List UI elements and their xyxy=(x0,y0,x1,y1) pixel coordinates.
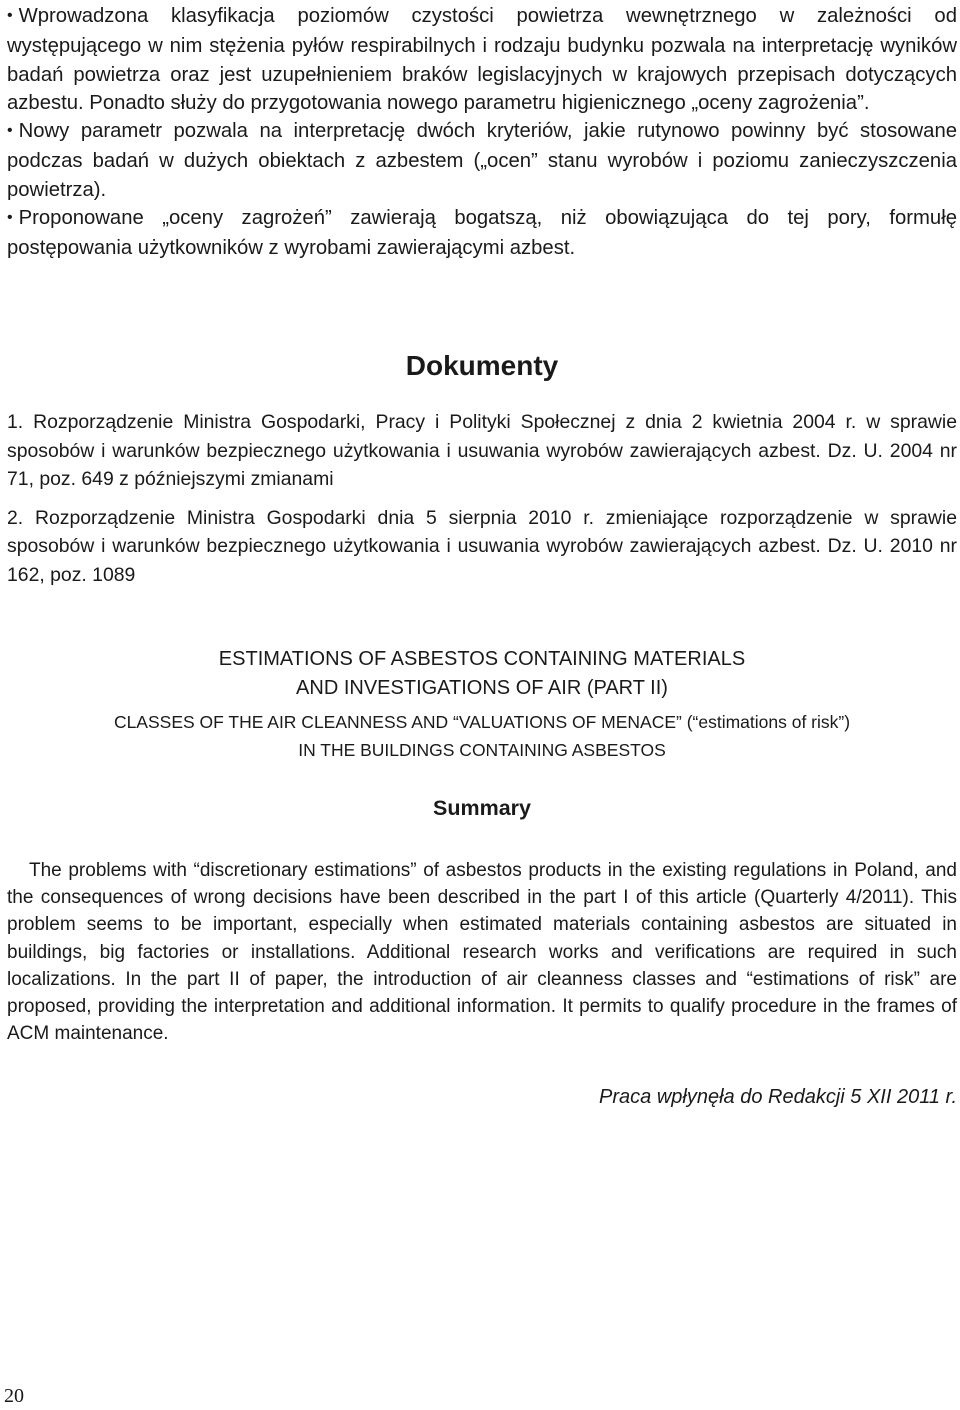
conclusions-list xyxy=(7,2,957,263)
bullet-item xyxy=(7,204,957,263)
english-subtitle-line: IN THE BUILDINGS CONTAINING ASBESTOS xyxy=(298,739,666,760)
page-number: 20 xyxy=(4,1385,24,1407)
bullet-text: Nowy parametr pozwala na interpretację dwóch kryteriów, jakie rutynowo powinny być stosowane podczas badań w dużych obiektach z azbestem („ocen” stanu wyrobów i poziomu zanieczyszczenia powietrza). xyxy=(7,120,957,201)
summary-paragraph: The problems with “discretionary estimations” of asbestos products in the existing regulations in Poland, and the consequences of wrong decisions have been described in the part I of this article (Quarterly 4/2011). This problem seems to be important, especially when estimated materials containing asbestos are situated in buildings, big factories or installations. Additional research works and verifications are required in such localizations. In the part II of paper, the introduction of air cleanness classes and “estimations of risk” are proposed, providing the interpretation and additional information. It permits to qualify procedure in the frames of ACM maintenance. xyxy=(7,860,957,1045)
english-subtitle-line: CLASSES OF THE AIR CLEANNESS AND “VALUATIONS OF MENACE” (“estimations of risk”) xyxy=(113,712,851,732)
document-item: 2. Rozporządzenie Ministra Gospodarki dnia 5 sierpnia 2010 r. zmieniające rozporządzenie w sprawie sposobów i warunków bezpiecznego użytkowania i usuwania wyrobów zawierających azbest. Dz. U. 2010 nr 162, poz. 1089 xyxy=(7,506,957,586)
bullet-item xyxy=(7,2,957,117)
english-title-line: ESTIMATIONS OF ASBESTOS CONTAINING MATERIALS xyxy=(218,648,746,670)
bullet-icon: • xyxy=(7,7,13,24)
english-title-block xyxy=(7,645,957,764)
bullet-icon: • xyxy=(7,122,13,140)
english-title-line: AND INVESTIGATIONS OF AIR (PART II) xyxy=(296,676,668,699)
documents-heading: Dokumenty xyxy=(405,350,559,381)
document-page xyxy=(7,0,957,1108)
received-date-note: Praca wpłynęła do Redakcji 5 XII 2011 r. xyxy=(599,1086,957,1108)
bullet-item xyxy=(7,117,957,204)
bullet-text: Proponowane „oceny zagrożeń” zawierają bogatszą, niż obowiązująca do tej pory, formułę postępowania użytkowników z wyrobami zawierającymi azbest. xyxy=(7,207,957,260)
document-item: 1. Rozporządzenie Ministra Gospodarki, Pracy i Polityki Społecznej z dnia 2 kwietnia 2004 r. w sprawie sposobów i warunków bezpiecznego użytkowania i usuwania wyrobów zawierających azbest. Dz. U. 2004 nr 71, poz. 649 z późniejszymi zmianami xyxy=(7,411,957,490)
documents-list xyxy=(7,408,957,599)
bullet-text: Wprowadzona klasyfikacja poziomów czystości powietrza wewnętrznego w zależności od występującego w nim stężenia pyłów respirabilnych i rodzaju budynku pozwala na interpretację wyników badań powietrza oraz jest uzupełnieniem braków legislacyjnych w krajowych przepisach dotyczących azbestu. Ponadto służy do przygotowania nowego parametru higienicznego „oceny zagrożenia”. xyxy=(7,5,957,114)
bullet-icon: • xyxy=(7,209,13,227)
summary-heading: Summary xyxy=(433,796,531,820)
